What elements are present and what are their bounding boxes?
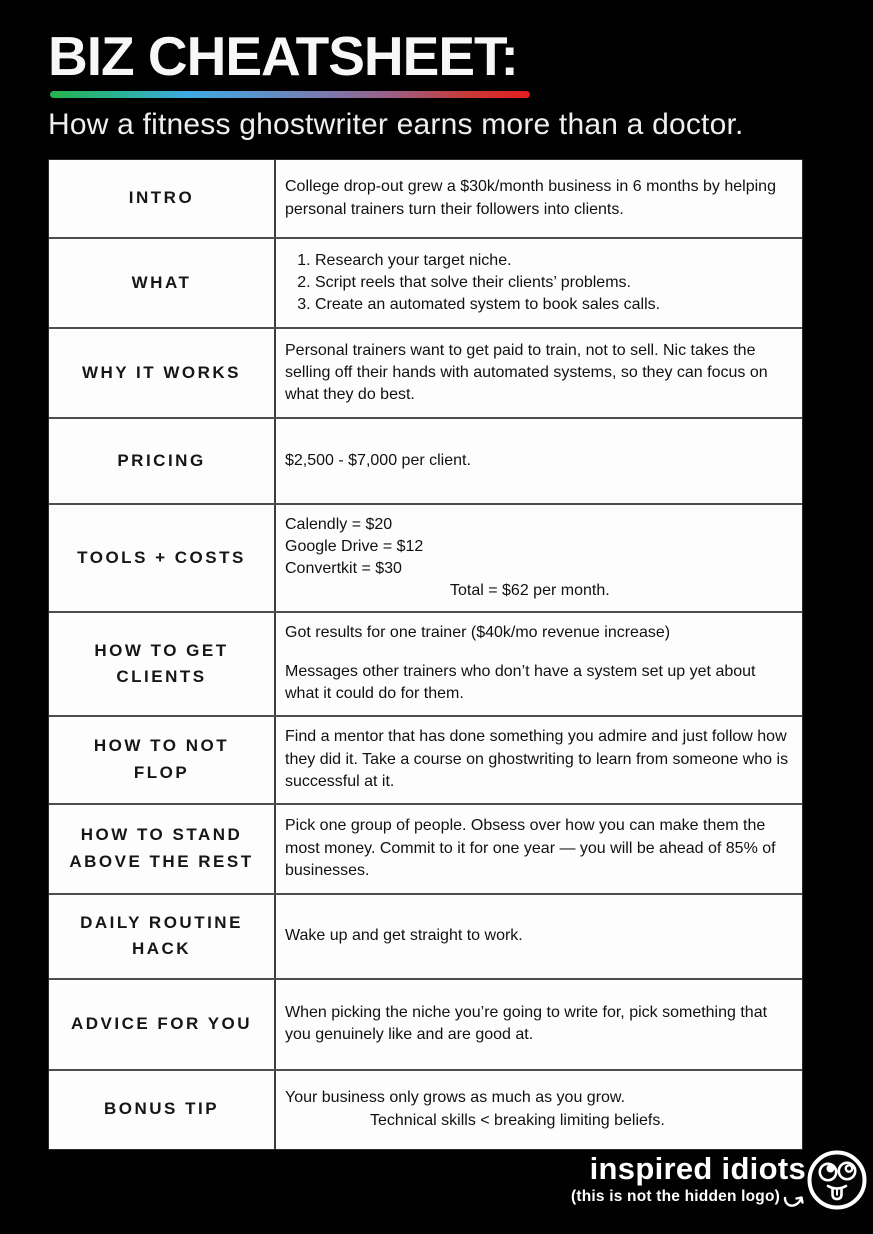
row-label: TOOLS + COSTS [77,547,246,567]
row-label-cell [49,239,276,327]
content-paragraph: Got results for one trainer ($40k/mo revenue increase) [285,624,671,642]
row-content-cell [276,895,802,978]
row-content-cell [276,505,802,611]
cheatsheet-table [48,159,803,1150]
row-label-cell [49,505,276,611]
table-row [49,327,802,417]
tagline-row [571,1188,806,1211]
row-label: WHY IT WORKS [81,362,242,382]
row-content-cell [276,1071,802,1149]
row-label-cell [49,613,276,714]
table-row [49,1069,802,1149]
page-subtitle: How a fitness ghostwriter earns more than a doctor. [48,107,744,141]
row-label: HOW TO GET CLIENTS [94,640,229,686]
table-row [49,160,802,237]
content-paragraph: College drop-out grew a $30k/month business in 6 months by helping personal trainers turn their followers into clients. [285,178,776,218]
curved-arrow-icon [782,1191,806,1211]
table-row [49,978,802,1069]
brand-name: inspired idiots [589,1151,806,1186]
content-list-item: 1. Research your target niche. [315,250,790,272]
content-paragraph: Calendly = $20 [285,516,393,533]
content-paragraph: $2,500 - $7,000 per client. [285,451,471,469]
footer [0,1148,873,1211]
row-label: ADVICE FOR YOU [70,1013,253,1033]
row-label-cell [49,895,276,978]
row-content-cell [276,717,802,803]
row-label-cell [49,1071,276,1149]
table-row [49,803,802,893]
row-label-cell [49,419,276,503]
content-paragraph: Total = $62 per month. [450,582,610,600]
content-paragraph: Google Drive = $12 [285,538,424,556]
title-underline-gradient [50,91,530,98]
content-paragraph: Personal trainers want to get paid to train, not to sell. Nic takes the selling off their hands with automated systems, so they can focus on what they do best. [285,341,768,404]
content-paragraph: Wake up and get straight to work. [285,927,523,944]
content-paragraph: Technical skills < breaking limiting beliefs. [370,1111,665,1129]
row-content-cell [276,329,802,417]
footer-text [571,1152,806,1211]
row-label: PRICING [117,450,206,470]
table-row [49,417,802,503]
row-label-cell [49,805,276,893]
row-content-cell [276,613,802,714]
content-paragraph: Find a mentor that has done something you admire and just follow how they did it. Take a course on ghostwriting to learn from someone who is successful at it. [285,728,789,790]
content-list [285,250,790,316]
row-label: HOW TO STAND ABOVE THE REST [69,825,254,871]
row-label: INTRO [128,188,195,208]
row-label-cell [49,717,276,803]
row-content-cell [276,805,802,893]
table-row [49,893,802,978]
row-content-cell [276,980,802,1069]
row-content-cell [276,419,802,503]
row-label: HOW TO NOT FLOP [93,736,230,782]
content-paragraph: When picking the niche you’re going to write for, pick something that you genuinely like and are good at. [285,1003,768,1044]
row-content-cell [276,239,802,327]
table-row [49,503,802,611]
row-label: DAILY ROUTINE HACK [80,912,243,959]
table-row [49,611,802,714]
content-list-item: 2. Script reels that solve their clients’ problems. [315,272,790,294]
row-content-cell [276,160,802,237]
content-paragraph: Convertkit = $30 [285,560,402,578]
table-row [49,715,802,803]
row-label-cell [49,329,276,417]
brand-tagline: (this is not the hidden logo) [571,1188,780,1206]
content-list-item: 3. Create an automated system to book sales calls. [315,294,790,316]
page-title: BIZ CHEATSHEET: [48,25,518,87]
row-label-cell [49,160,276,237]
page-header [0,0,873,142]
content-paragraph: Messages other trainers who don’t have a system set up yet about what it could do for them. [285,663,756,703]
content-paragraph: Pick one group of people. Obsess over how you can make them the most money. Commit to it for one year — you will be ahead of 85% of businesses. [285,817,776,879]
row-label: BONUS TIP [103,1099,220,1119]
table-row [49,237,802,327]
row-label-cell [49,980,276,1069]
content-paragraph: Your business only grows as much as you grow. [285,1089,626,1107]
goofy-face-logo-icon [807,1150,867,1210]
row-label: WHAT [131,272,192,292]
